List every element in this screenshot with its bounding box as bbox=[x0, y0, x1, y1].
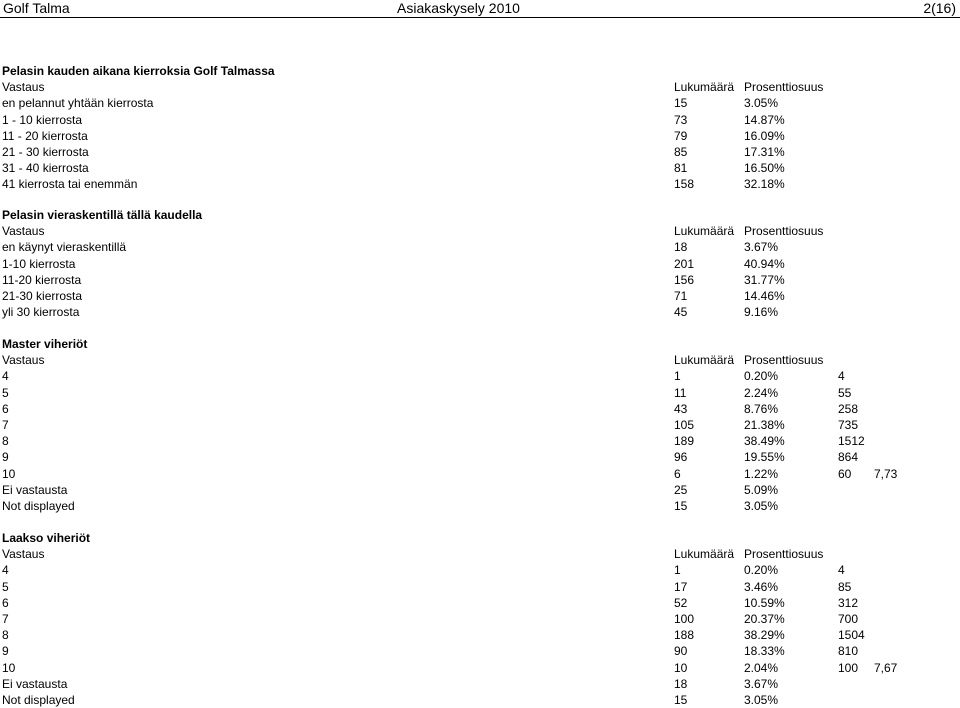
count-cell: 79 bbox=[674, 128, 688, 143]
score-cell: 4 bbox=[838, 369, 845, 384]
percent-cell: 38.29% bbox=[744, 628, 785, 643]
table-row bbox=[0, 562, 960, 578]
answer-cell: 9 bbox=[2, 644, 9, 659]
answer-cell: 21-30 kierrosta bbox=[2, 288, 83, 303]
percent-cell: 14.46% bbox=[744, 288, 785, 303]
count-cell: 15 bbox=[674, 498, 688, 513]
percent-cell: 16.09% bbox=[744, 128, 785, 143]
percent-cell: 3.05% bbox=[744, 498, 779, 513]
answer-cell: 10 bbox=[2, 660, 16, 675]
section-title-text: Master viheriöt bbox=[2, 337, 88, 351]
answer-cell: Not displayed bbox=[2, 692, 75, 707]
percent-cell: 2.04% bbox=[744, 660, 779, 675]
score-cell: 55 bbox=[838, 385, 852, 400]
table-row bbox=[0, 433, 960, 449]
answer-cell: 1 - 10 kierrosta bbox=[2, 112, 83, 127]
count-cell: 73 bbox=[674, 112, 688, 127]
table-row bbox=[0, 239, 960, 255]
answer-cell: 7 bbox=[2, 417, 9, 432]
count-cell: 156 bbox=[674, 272, 695, 287]
count-cell: 1 bbox=[674, 369, 681, 384]
answer-cell: 5 bbox=[2, 385, 9, 400]
table-row bbox=[0, 482, 960, 498]
percent-cell: 10.59% bbox=[744, 595, 785, 610]
section-title bbox=[0, 336, 960, 352]
count-cell: 45 bbox=[674, 305, 688, 320]
average-value: 7,67 bbox=[874, 660, 898, 675]
percent-cell: 32.18% bbox=[744, 177, 785, 192]
count-cell: 85 bbox=[674, 144, 688, 159]
section-away-courses bbox=[0, 207, 960, 320]
percent-cell: 18.33% bbox=[744, 644, 785, 659]
table-row bbox=[0, 401, 960, 417]
table-row bbox=[0, 272, 960, 288]
column-header-count: Lukumäärä bbox=[674, 353, 735, 368]
column-header-count: Lukumäärä bbox=[674, 224, 735, 239]
answer-cell: 9 bbox=[2, 450, 9, 465]
score-cell: 60 bbox=[838, 466, 852, 481]
answer-cell: en käynyt vieraskentillä bbox=[2, 240, 127, 255]
count-cell: 96 bbox=[674, 450, 688, 465]
percent-cell: 40.94% bbox=[744, 256, 785, 271]
count-cell: 105 bbox=[674, 417, 695, 432]
table-row bbox=[0, 579, 960, 595]
count-cell: 25 bbox=[674, 482, 688, 497]
table-row bbox=[0, 112, 960, 128]
header-company: Golf Talma bbox=[3, 0, 70, 16]
percent-cell: 21.38% bbox=[744, 417, 785, 432]
answer-cell: 7 bbox=[2, 611, 9, 626]
column-header-count: Lukumäärä bbox=[674, 547, 735, 562]
count-cell: 158 bbox=[674, 177, 695, 192]
score-cell: 1504 bbox=[838, 628, 865, 643]
percent-cell: 16.50% bbox=[744, 161, 785, 176]
answer-cell: 8 bbox=[2, 434, 9, 449]
answer-cell: 6 bbox=[2, 401, 9, 416]
score-cell: 735 bbox=[838, 417, 859, 432]
answer-cell: 1-10 kierrosta bbox=[2, 256, 76, 271]
answer-cell: 4 bbox=[2, 369, 9, 384]
percent-cell: 2.24% bbox=[744, 385, 779, 400]
column-header-answer: Vastaus bbox=[2, 547, 45, 562]
score-cell: 864 bbox=[838, 450, 859, 465]
answer-cell: 8 bbox=[2, 628, 9, 643]
column-header-percent: Prosenttiosuus bbox=[744, 224, 824, 239]
header-rule bbox=[0, 17, 960, 18]
table-row bbox=[0, 498, 960, 514]
column-header-answer: Vastaus bbox=[2, 80, 45, 95]
answer-cell: Ei vastausta bbox=[2, 482, 68, 497]
table-row bbox=[0, 660, 960, 676]
percent-cell: 3.05% bbox=[744, 692, 779, 707]
table-row bbox=[0, 304, 960, 320]
answer-cell: 41 kierrosta tai enemmän bbox=[2, 177, 138, 192]
table-row bbox=[0, 692, 960, 708]
count-cell: 18 bbox=[674, 676, 688, 691]
percent-cell: 0.20% bbox=[744, 563, 779, 578]
answer-cell: 6 bbox=[2, 595, 9, 610]
table-row bbox=[0, 611, 960, 627]
score-cell: 85 bbox=[838, 579, 852, 594]
percent-cell: 31.77% bbox=[744, 272, 785, 287]
column-header-percent: Prosenttiosuus bbox=[744, 353, 824, 368]
section-rounds-played bbox=[0, 63, 960, 193]
average-value: 7,73 bbox=[874, 466, 898, 481]
count-cell: 189 bbox=[674, 434, 695, 449]
table-row bbox=[0, 256, 960, 272]
table-row bbox=[0, 595, 960, 611]
score-cell: 4 bbox=[838, 563, 845, 578]
table-row bbox=[0, 385, 960, 401]
column-header-percent: Prosenttiosuus bbox=[744, 547, 824, 562]
count-cell: 52 bbox=[674, 595, 688, 610]
count-cell: 71 bbox=[674, 288, 688, 303]
answer-cell: Ei vastausta bbox=[2, 676, 68, 691]
answer-cell: 5 bbox=[2, 579, 9, 594]
section-valley-greens bbox=[0, 530, 960, 708]
answer-cell: yli 30 kierrosta bbox=[2, 305, 80, 320]
count-cell: 11 bbox=[674, 385, 687, 400]
count-cell: 1 bbox=[674, 563, 681, 578]
section-title-text: Laakso viheriöt bbox=[2, 531, 91, 545]
count-cell: 17 bbox=[674, 579, 688, 594]
table-row bbox=[0, 368, 960, 384]
header-page-number: 2(16) bbox=[923, 0, 956, 16]
table-row bbox=[0, 128, 960, 144]
count-cell: 43 bbox=[674, 401, 688, 416]
percent-cell: 3.67% bbox=[744, 240, 779, 255]
percent-cell: 8.76% bbox=[744, 401, 779, 416]
answer-cell: 4 bbox=[2, 563, 9, 578]
score-cell: 700 bbox=[838, 611, 859, 626]
table-row bbox=[0, 160, 960, 176]
answer-cell: 11-20 kierrosta bbox=[2, 272, 82, 287]
count-cell: 15 bbox=[674, 96, 688, 111]
table-row bbox=[0, 417, 960, 433]
column-header-count: Lukumäärä bbox=[674, 80, 735, 95]
column-header-row bbox=[0, 352, 960, 368]
table-row bbox=[0, 176, 960, 192]
answer-cell: Not displayed bbox=[2, 498, 75, 513]
score-cell: 258 bbox=[838, 401, 859, 416]
section-title bbox=[0, 207, 960, 223]
table-row bbox=[0, 627, 960, 643]
column-header-row bbox=[0, 546, 960, 562]
column-header-answer: Vastaus bbox=[2, 353, 45, 368]
count-cell: 201 bbox=[674, 256, 695, 271]
table-row bbox=[0, 144, 960, 160]
table-row bbox=[0, 643, 960, 659]
column-header-percent: Prosenttiosuus bbox=[744, 80, 824, 95]
percent-cell: 0.20% bbox=[744, 369, 779, 384]
count-cell: 188 bbox=[674, 628, 695, 643]
table-row bbox=[0, 466, 960, 482]
count-cell: 6 bbox=[674, 466, 681, 481]
column-header-row bbox=[0, 79, 960, 95]
percent-cell: 9.16% bbox=[744, 305, 779, 320]
table-row bbox=[0, 676, 960, 692]
section-title-text: Pelasin kauden aikana kierroksia Golf Talmassa bbox=[2, 64, 275, 78]
answer-cell: 31 - 40 kierrosta bbox=[2, 161, 89, 176]
answer-cell: 10 bbox=[2, 466, 16, 481]
percent-cell: 17.31% bbox=[744, 144, 785, 159]
column-header-answer: Vastaus bbox=[2, 224, 45, 239]
percent-cell: 1.22% bbox=[744, 466, 779, 481]
percent-cell: 5.09% bbox=[744, 482, 779, 497]
section-title-text: Pelasin vieraskentillä tällä kaudella bbox=[2, 208, 203, 222]
table-row bbox=[0, 288, 960, 304]
count-cell: 100 bbox=[674, 611, 695, 626]
score-cell: 312 bbox=[838, 595, 859, 610]
percent-cell: 3.05% bbox=[744, 96, 779, 111]
section-title bbox=[0, 530, 960, 546]
section-title bbox=[0, 63, 960, 79]
count-cell: 18 bbox=[674, 240, 688, 255]
page-header bbox=[0, 0, 960, 16]
percent-cell: 19.55% bbox=[744, 450, 785, 465]
percent-cell: 38.49% bbox=[744, 434, 785, 449]
count-cell: 90 bbox=[674, 644, 688, 659]
answer-cell: 21 - 30 kierrosta bbox=[2, 144, 89, 159]
count-cell: 10 bbox=[674, 660, 688, 675]
score-cell: 810 bbox=[838, 644, 859, 659]
percent-cell: 14.87% bbox=[744, 112, 785, 127]
percent-cell: 20.37% bbox=[744, 611, 785, 626]
header-document-title: Asiakaskysely 2010 bbox=[397, 0, 520, 16]
score-cell: 100 bbox=[838, 660, 859, 675]
count-cell: 15 bbox=[674, 692, 688, 707]
answer-cell: 11 - 20 kierrosta bbox=[2, 128, 88, 143]
answer-cell: en pelannut yhtään kierrosta bbox=[2, 96, 154, 111]
count-cell: 81 bbox=[674, 161, 688, 176]
score-cell: 1512 bbox=[838, 434, 865, 449]
table-row bbox=[0, 449, 960, 465]
percent-cell: 3.46% bbox=[744, 579, 779, 594]
section-master-greens bbox=[0, 336, 960, 514]
column-header-row bbox=[0, 223, 960, 239]
table-row bbox=[0, 95, 960, 111]
percent-cell: 3.67% bbox=[744, 676, 779, 691]
